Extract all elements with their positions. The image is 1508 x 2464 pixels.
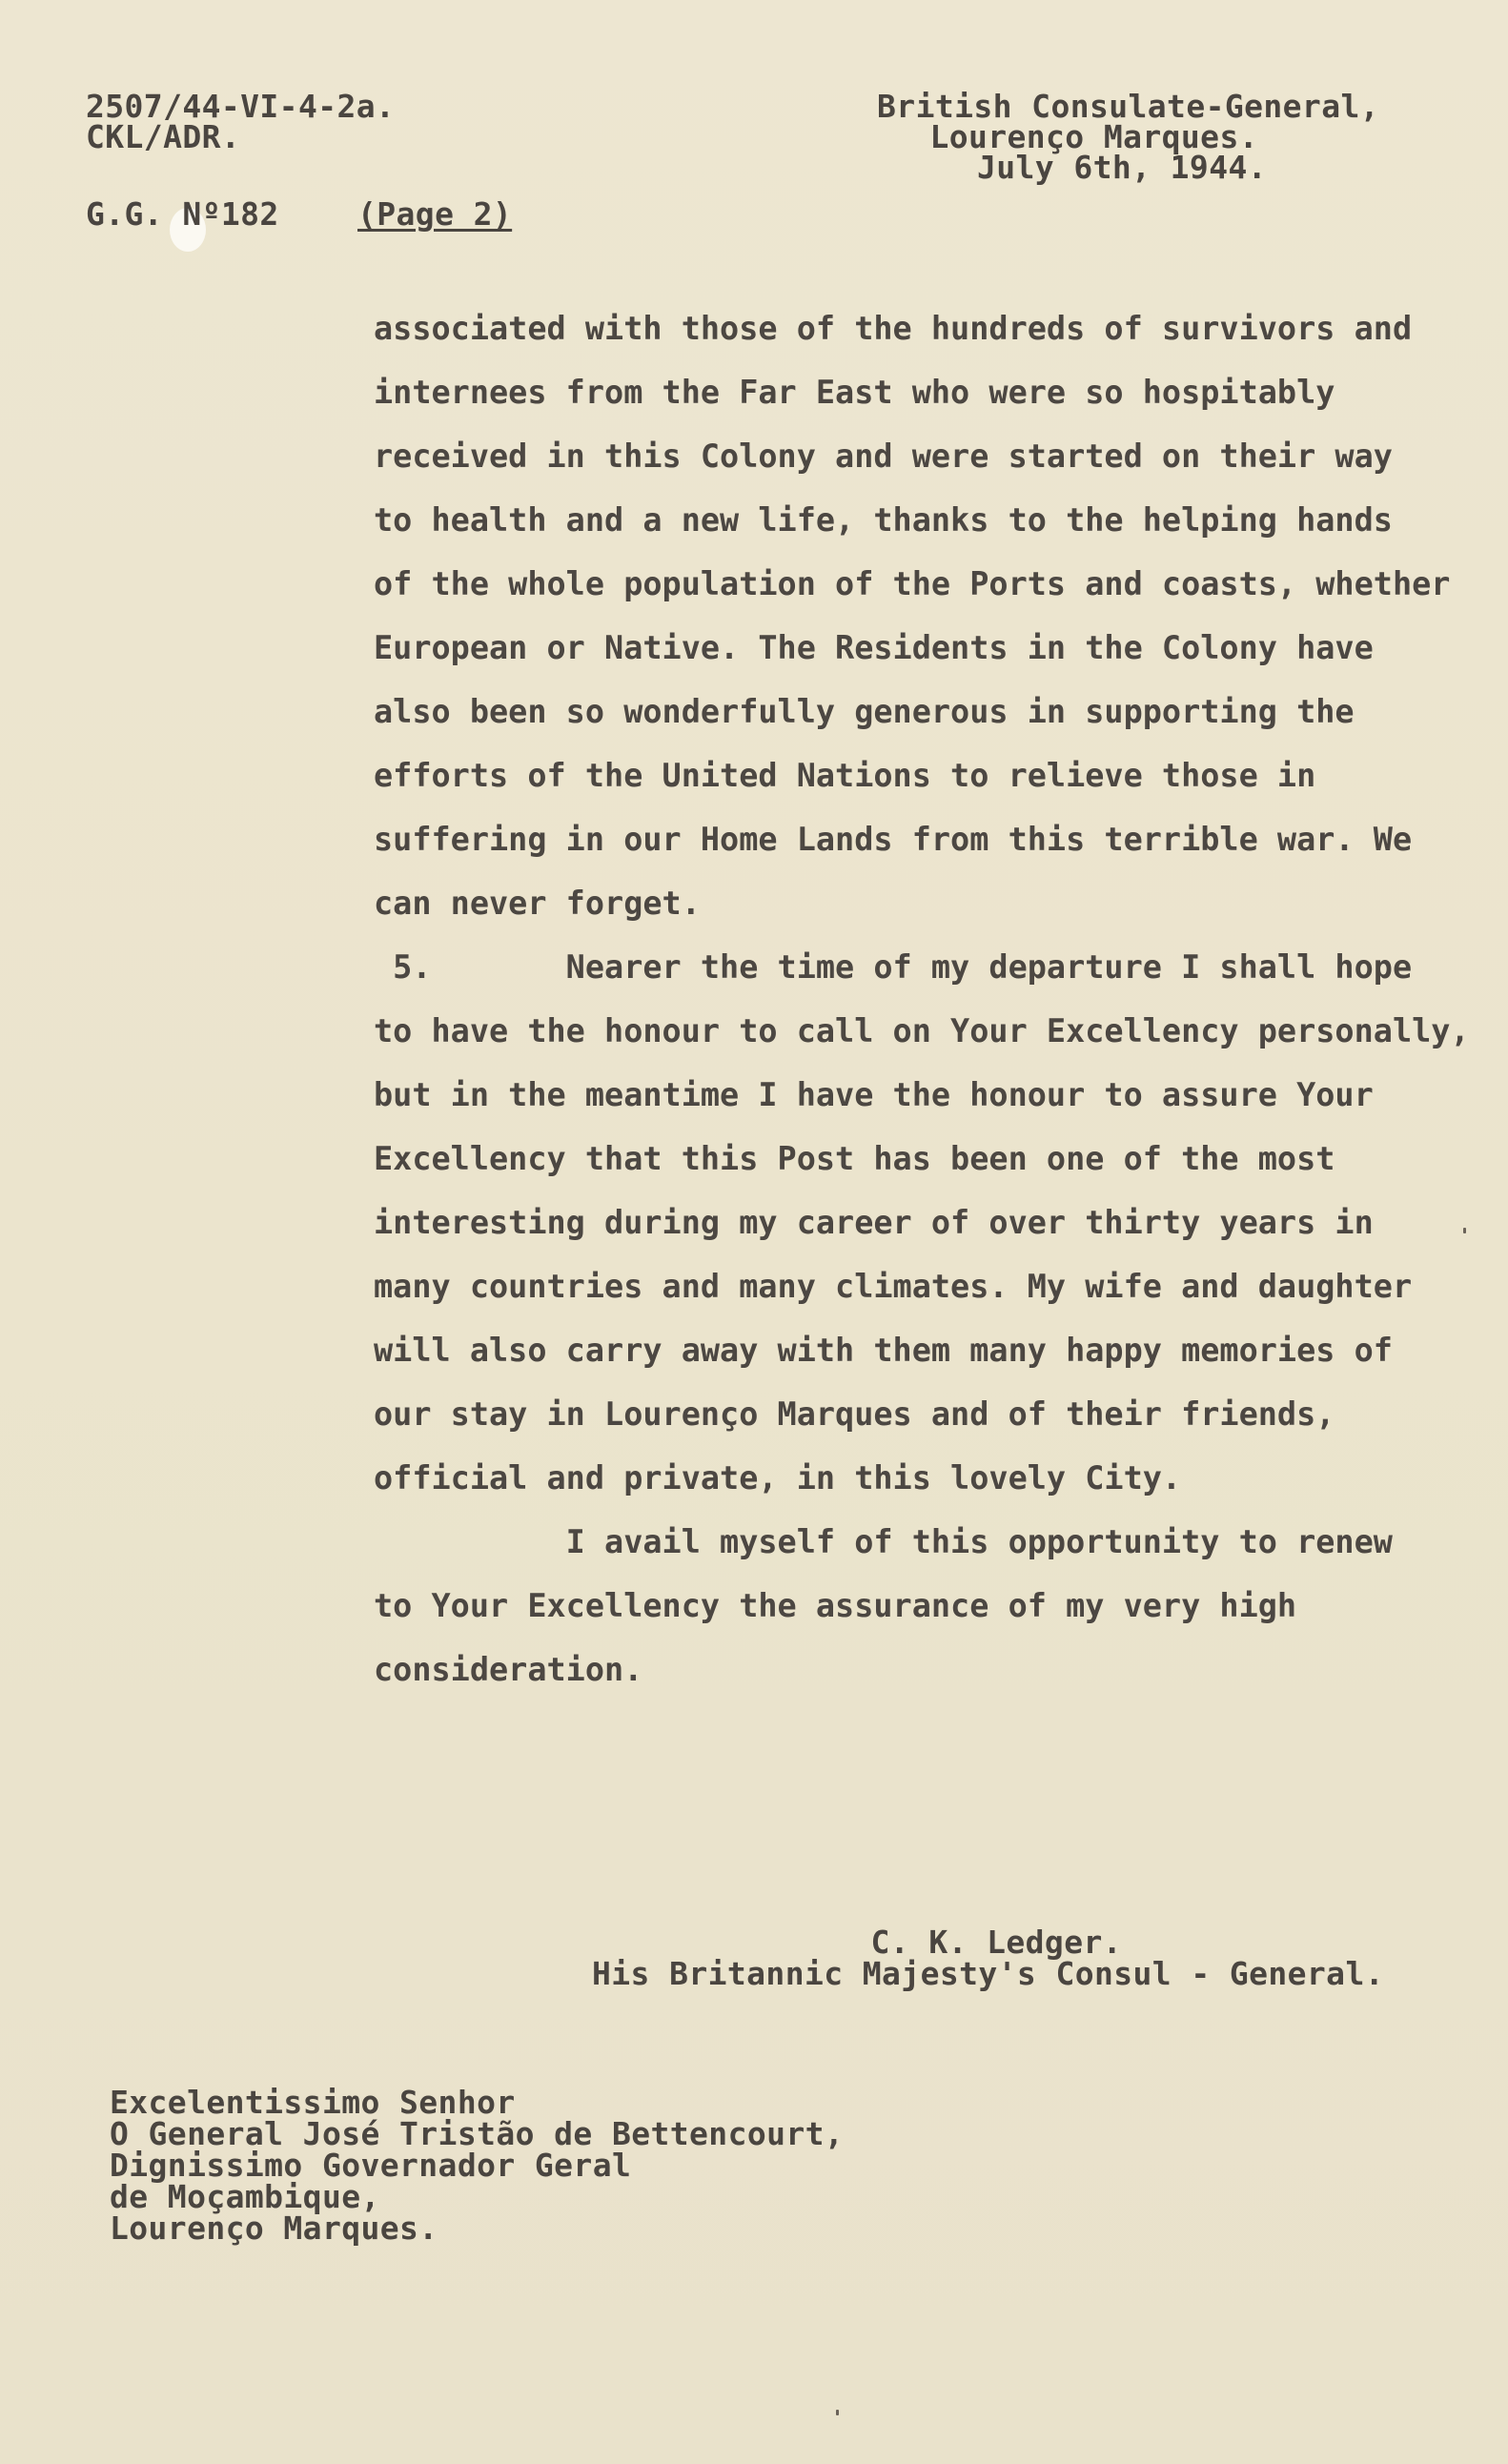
body-line: internees from the Far East who were so hospitably <box>374 374 1335 411</box>
addressee-line: Lourenço Marques. <box>110 2209 438 2247</box>
body-line: European or Native. The Residents in the Colony have <box>374 629 1374 666</box>
consulate-city: Lourenço Marques. <box>929 118 1258 155</box>
letter-date: July 6th, 1944. <box>976 149 1267 186</box>
body-line: also been so wonderfully generous in supporting the <box>374 693 1355 730</box>
gg-number: G.G. Nº182 <box>86 195 279 233</box>
body-line: our stay in Lourenço Marques and of their friends, <box>374 1395 1335 1433</box>
body-line: consideration. <box>374 1651 643 1688</box>
body-line: will also carry away with them many happy memories of <box>374 1332 1393 1369</box>
body-line: to have the honour to call on Your Excellency personally, <box>374 1012 1470 1049</box>
body-line: received in this Colony and were started on their way <box>374 438 1393 475</box>
reference-number: 2507/44-VI-4-2a. <box>86 88 396 125</box>
body-line: can never forget. <box>374 885 701 922</box>
paper-mark <box>1463 1228 1466 1233</box>
body-line: many countries and many climates. My wife and daughter <box>374 1268 1413 1305</box>
signatory-title: His Britannic Majesty's Consul - General. <box>592 1955 1384 1992</box>
addressee-line: Dignissimo Governador Geral <box>110 2147 632 2184</box>
body-line: interesting during my career of over thirty years in <box>374 1204 1374 1241</box>
paper-mark <box>836 2410 839 2415</box>
body-line: to Your Excellency the assurance of my very high <box>374 1587 1297 1624</box>
body-line: suffering in our Home Lands from this terrible war. We <box>374 821 1413 858</box>
body-line: 5. Nearer the time of my departure I shall hope <box>374 948 1413 986</box>
body-line: official and private, in this lovely City. <box>374 1459 1182 1497</box>
page-label: (Page 2) <box>357 195 513 233</box>
body-line: I avail myself of this opportunity to renew <box>374 1523 1393 1560</box>
body-line: but in the meantime I have the honour to assure Your <box>374 1076 1374 1113</box>
addressee-line: O General José Tristão de Bettencourt, <box>110 2115 845 2152</box>
reference-initials: CKL/ADR. <box>86 118 241 155</box>
body-line: of the whole population of the Ports and coasts, whether <box>374 565 1451 602</box>
signatory-name: C. K. Ledger. <box>870 1924 1122 1961</box>
body-line: Excellency that this Post has been one of the most <box>374 1140 1335 1177</box>
addressee-line: Excelentissimo Senhor <box>110 2084 516 2121</box>
body-line: efforts of the United Nations to relieve those in <box>374 757 1316 794</box>
addressee-line: de Moçambique, <box>110 2178 380 2215</box>
body-line: associated with those of the hundreds of survivors and <box>374 310 1413 347</box>
consulate-name: British Consulate-General, <box>877 88 1379 125</box>
body-line: to health and a new life, thanks to the helping hands <box>374 501 1393 539</box>
